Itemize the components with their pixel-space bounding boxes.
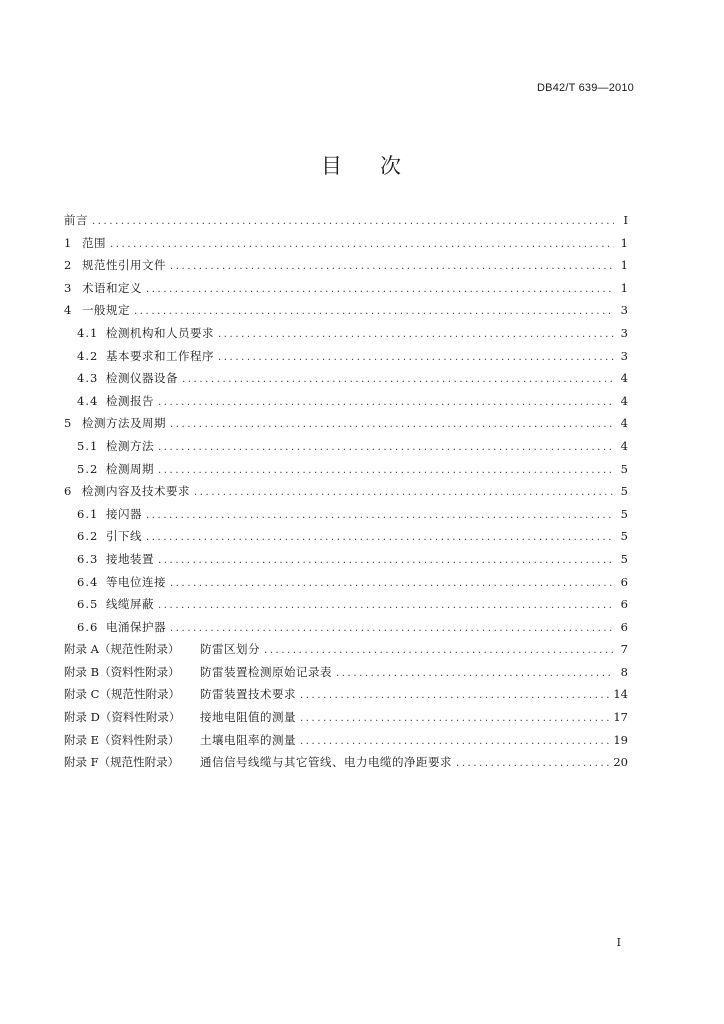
toc-leader-dots [146, 284, 614, 295]
toc-entry[interactable] [64, 461, 628, 484]
toc-entry-title: 防雷装置技术要求 [200, 687, 296, 702]
toc-entry-number: 6.4 [77, 574, 99, 589]
page-title [0, 150, 724, 180]
toc-entry-number: 附录 E（资料性附录） [64, 732, 180, 747]
toc-entry-page: 5 [620, 484, 628, 499]
toc-entry-page: 7 [620, 642, 628, 657]
toc-entry-number: 3 [64, 280, 72, 295]
toc-entry[interactable] [64, 438, 628, 461]
toc-entry-number: 附录 B（资料性附录） [64, 664, 180, 679]
toc-entry-number: 6 [64, 484, 72, 499]
toc-entry[interactable] [64, 551, 628, 574]
toc-leader-dots [336, 668, 614, 679]
toc-leader-dots [110, 239, 614, 250]
toc-entry-number: 附录 D（资料性附录） [64, 710, 181, 725]
toc-entry[interactable] [64, 528, 628, 551]
toc-entry-title: 防雷装置检测原始记录表 [200, 664, 332, 679]
toc-entry-page: 4 [620, 393, 628, 408]
toc-leader-dots [264, 645, 614, 656]
toc-leader-dots [300, 713, 609, 724]
toc-entry[interactable] [64, 280, 628, 303]
footer-page-number: I [616, 936, 621, 949]
toc-entry-page: 6 [620, 619, 628, 634]
toc-entry-number: 6.1 [77, 506, 99, 521]
toc-entry-number: 附录 F（规范性附录） [64, 755, 180, 770]
toc-leader-dots [170, 623, 614, 634]
toc-entry[interactable] [64, 754, 628, 777]
toc-entry-number: 6.3 [77, 551, 99, 566]
toc-entry[interactable] [64, 257, 628, 280]
toc-entry[interactable] [64, 574, 628, 597]
toc-entry-title: 等电位连接 [106, 574, 166, 589]
toc-entry-title: 检测方法 [106, 438, 154, 453]
toc-entry[interactable] [64, 732, 628, 755]
toc-entry-page: 5 [620, 506, 628, 521]
toc-leader-dots [218, 352, 614, 363]
toc-entry-number: 5.2 [77, 461, 99, 476]
toc-entry-title: 防雷区划分 [200, 642, 260, 657]
toc-entry-number: 6.2 [77, 529, 99, 544]
toc-entry-number: 6.5 [77, 597, 99, 612]
toc-entry[interactable] [64, 348, 628, 371]
toc-entry-title: 土壤电阻率的测量 [200, 732, 296, 747]
toc-entry-title: 引下线 [106, 529, 142, 544]
toc-entry-number: 2 [64, 258, 72, 273]
toc-entry[interactable] [64, 370, 628, 393]
toc-entry-title: 范围 [82, 235, 106, 250]
toc-leader-dots [146, 532, 614, 543]
toc-entry-number: 附录 C（规范性附录） [64, 687, 180, 702]
toc-entry-number: 1 [64, 235, 72, 250]
toc-entry-number: 4.2 [77, 348, 99, 363]
toc-entry[interactable] [64, 235, 628, 258]
toc-entry-number: 4.1 [77, 325, 99, 340]
toc-entry[interactable] [64, 596, 628, 619]
toc-entry-title: 接地装置 [106, 551, 154, 566]
toc-entry-number: 6.6 [77, 619, 99, 634]
toc-entry-number: 附录 A（规范性附录） [64, 642, 180, 657]
toc-leader-dots [182, 374, 614, 385]
toc-entry-page: 5 [620, 529, 628, 544]
toc-entry[interactable] [64, 393, 628, 416]
toc-entry-number: 4 [64, 303, 72, 318]
toc-entry[interactable] [64, 212, 628, 235]
toc-entry-title: 一般规定 [82, 303, 130, 318]
toc-entry-title: 检测内容及技术要求 [82, 484, 190, 499]
toc-entry-page: 3 [620, 348, 628, 363]
toc-entry-page: 14 [613, 687, 628, 702]
toc-entry-title: 检测报告 [106, 393, 154, 408]
toc-entry[interactable] [64, 641, 628, 664]
toc-entry-page: 17 [613, 710, 628, 725]
toc-leader-dots [92, 216, 614, 227]
toc-entry-title: 前言 [64, 213, 88, 227]
title-char-1: 目 [321, 154, 344, 178]
toc-leader-dots [218, 329, 614, 340]
toc-leader-dots [170, 578, 614, 589]
toc-entry[interactable] [64, 709, 628, 732]
toc-entry-page: 20 [613, 755, 628, 770]
toc-leader-dots [456, 758, 609, 769]
toc-entry-page: 6 [620, 597, 628, 612]
toc-entry[interactable] [64, 302, 628, 325]
toc-entry-page: 4 [620, 416, 628, 431]
toc-entry-page: 19 [613, 732, 628, 747]
toc-entry-title: 检测机构和人员要求 [106, 325, 214, 340]
toc-entry-title: 通信信号线缆与其它管线、电力电缆的净距要求 [200, 755, 452, 770]
toc-leader-dots [158, 465, 614, 476]
toc-entry-title: 线缆屏蔽 [106, 597, 154, 612]
toc-leader-dots [300, 690, 609, 701]
toc-leader-dots [170, 419, 614, 430]
toc-entry-number: 5.1 [77, 438, 99, 453]
toc-leader-dots [134, 306, 614, 317]
toc-entry-page: 1 [620, 280, 628, 295]
toc-leader-dots [170, 261, 614, 272]
toc-entry-page: I [623, 213, 628, 227]
toc-entry-page: 4 [620, 371, 628, 386]
toc-entry[interactable] [64, 483, 628, 506]
toc-entry-page: 3 [620, 303, 628, 318]
toc-entry[interactable] [64, 506, 628, 529]
toc-leader-dots [194, 487, 614, 498]
toc-entry-page: 1 [620, 235, 628, 250]
toc-entry-page: 5 [620, 461, 628, 476]
toc-entry-number: 5 [64, 416, 72, 431]
toc-entry-number: 4.4 [77, 393, 99, 408]
toc-entry-title: 基本要求和工作程序 [106, 348, 214, 363]
toc-leader-dots [158, 555, 614, 566]
toc-entry-title: 接地电阻值的测量 [200, 710, 296, 725]
toc-entry-title: 检测方法及周期 [82, 416, 166, 431]
toc-entry[interactable] [64, 664, 628, 687]
document-number: DB42/T 639—2010 [537, 82, 634, 94]
toc-leader-dots [300, 736, 609, 747]
toc-entry[interactable] [64, 619, 628, 642]
title-char-2: 次 [380, 154, 403, 178]
toc-leader-dots [158, 600, 614, 611]
toc-leader-dots [146, 510, 614, 521]
table-of-contents [64, 212, 628, 777]
toc-entry[interactable] [64, 325, 628, 348]
toc-entry-page: 6 [620, 574, 628, 589]
toc-leader-dots [158, 397, 614, 408]
toc-entry-number: 4.3 [77, 371, 99, 386]
toc-entry-page: 1 [620, 258, 628, 273]
toc-entry-page: 5 [620, 551, 628, 566]
toc-entry-page: 4 [620, 438, 628, 453]
toc-entry-title: 电涌保护器 [106, 619, 166, 634]
toc-leader-dots [158, 442, 614, 453]
toc-entry-title: 规范性引用文件 [82, 258, 166, 273]
toc-entry[interactable] [64, 415, 628, 438]
toc-entry-title: 接闪器 [106, 506, 142, 521]
toc-entry-title: 检测周期 [106, 461, 154, 476]
toc-entry-title: 术语和定义 [82, 280, 142, 295]
toc-entry-page: 3 [620, 325, 628, 340]
toc-entry[interactable] [64, 686, 628, 709]
toc-entry-title: 检测仪器设备 [106, 371, 178, 386]
toc-entry-page: 8 [620, 664, 628, 679]
